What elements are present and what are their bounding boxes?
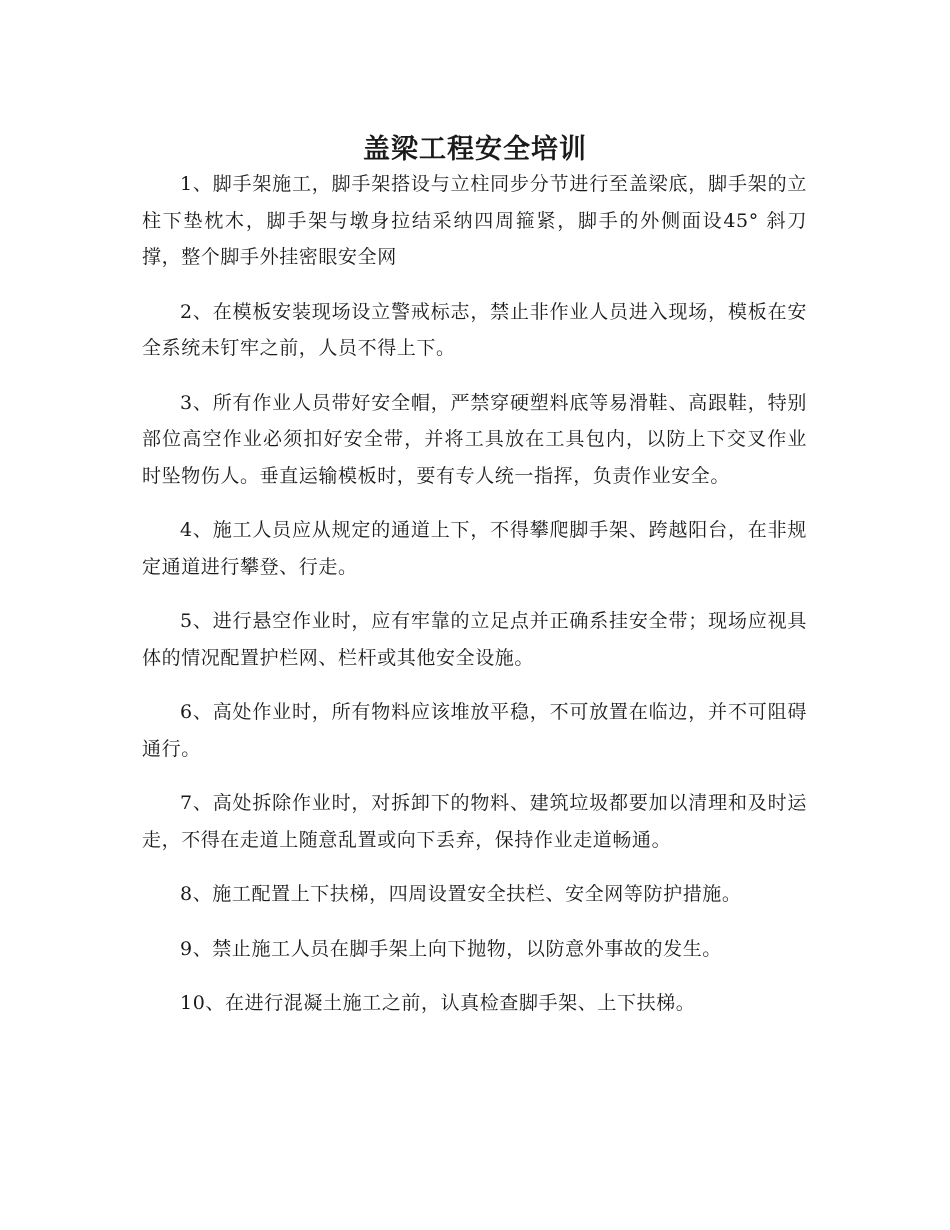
paragraph-1: 1、脚手架施工，脚手架搭设与立柱同步分节进行至盖梁底，脚手架的立柱下垫枕木，脚手架与墩身拉结采纳四周箍紧，脚手的外侧面设45° 斜刀撑，整个脚手外挂密眼安全网: [142, 173, 807, 268]
paragraph-6: 6、高处作业时，所有物料应该堆放平稳，不可放置在临边，并不可阻碍通行。: [142, 701, 807, 760]
paragraph-10: 10、在进行混凝土施工之前，认真检查脚手架、上下扶梯。: [180, 992, 696, 1014]
paragraph-9: 9、禁止施工人员在脚手架上向下抛物，以防意外事故的发生。: [180, 937, 722, 960]
paragraph-3: 3、所有作业人员带好安全帽，严禁穿硬塑料底等易滑鞋、高跟鞋，特别部位高空作业必须扣好安全带，并将工具放在工具包内，以防上下交叉作业时坠物伤人。垂直运输模板时，要有专人统一指挥，负责作业安全。: [142, 391, 807, 487]
paragraph-8: 8、施工配置上下扶梯，四周设置安全扶栏、安全网等防护措施。: [180, 883, 742, 905]
paragraph-5: 5、进行悬空作业时，应有牢靠的立足点并正确系挂安全带；现场应视具体的情况配置护栏网、栏杆或其他安全设施。: [142, 610, 807, 669]
paragraph-4: 4、施工人员应从规定的通道上下，不得攀爬脚手架、跨越阳台，在非规定通道进行攀登、行走。: [142, 519, 807, 578]
paragraph-2: 2、在模板安装现场设立警戒标志，禁止非作业人员进入现场，模板在安全系统未钉牢之前，人员不得上下。: [142, 300, 807, 359]
page-title: 盖梁工程安全培训: [363, 134, 587, 166]
paragraph-7: 7、高处拆除作业时，对拆卸下的物料、建筑垃圾都要加以清理和及时运走，不得在走道上随意乱置或向下丢弃，保持作业走道畅通。: [142, 792, 807, 851]
document-body: [142, 166, 807, 1040]
